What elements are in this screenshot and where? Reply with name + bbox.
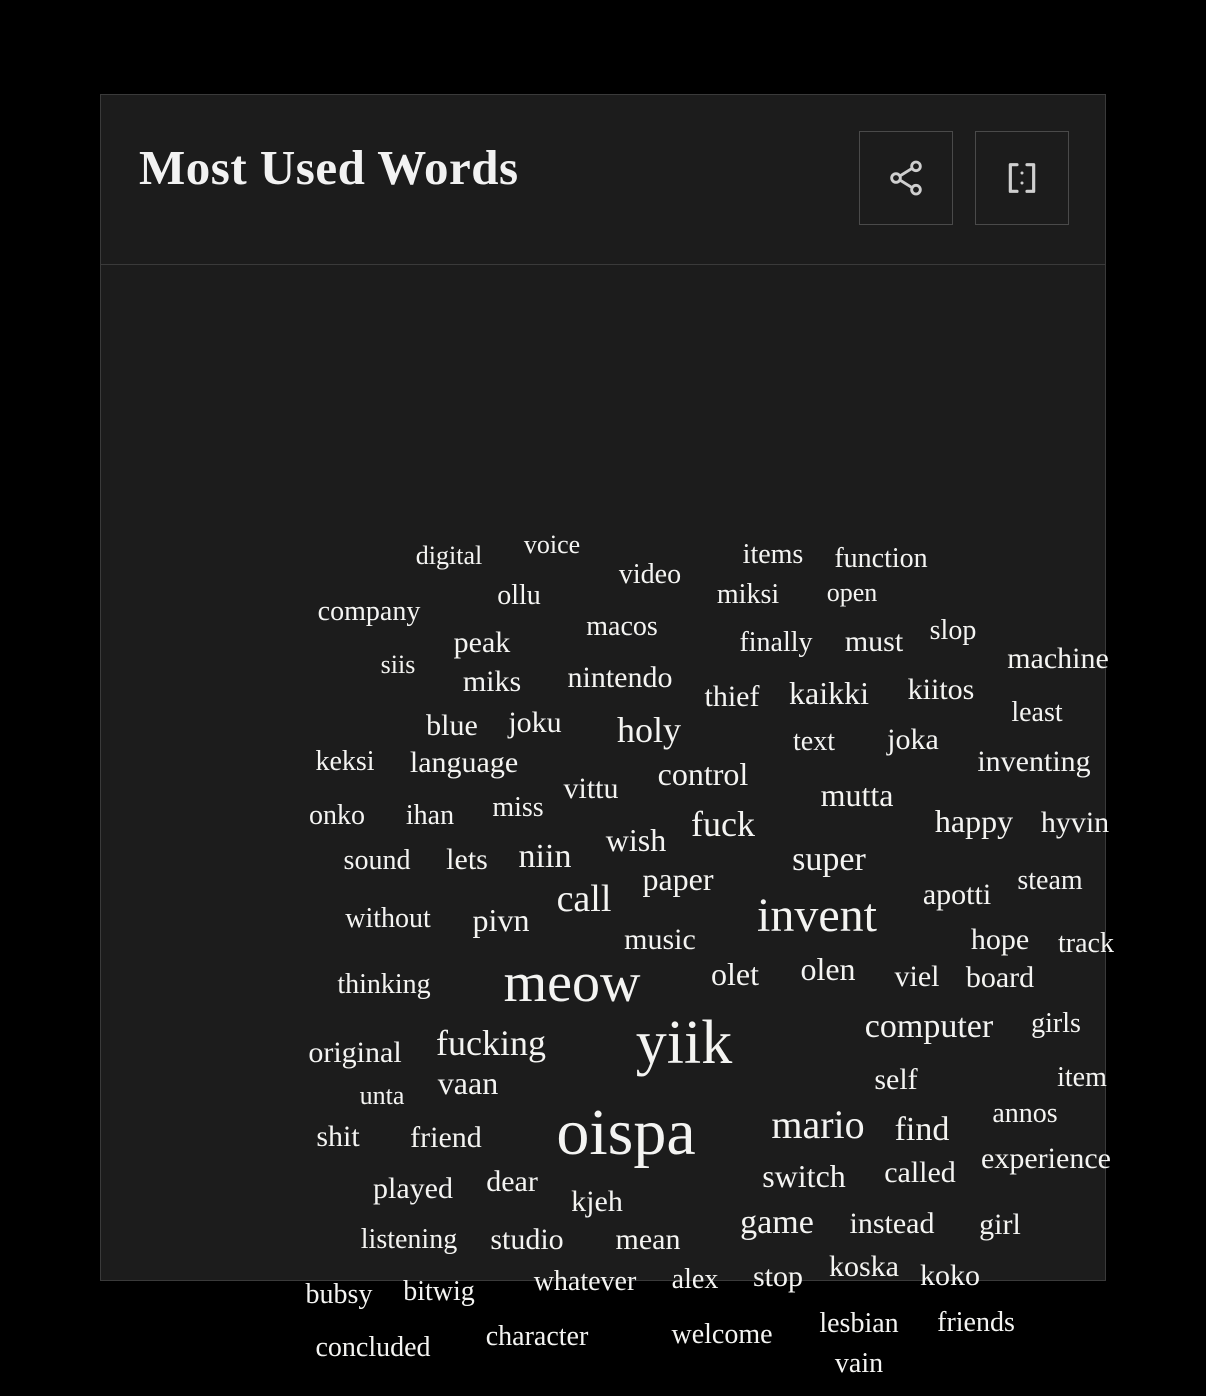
word-cloud-term[interactable]: music bbox=[624, 923, 696, 956]
word-cloud-term[interactable]: unta bbox=[359, 1081, 405, 1110]
word-cloud-term[interactable]: original bbox=[308, 1036, 402, 1069]
word-cloud-term[interactable]: game bbox=[740, 1204, 814, 1241]
word-cloud-term[interactable]: items bbox=[742, 539, 804, 570]
word-cloud-term[interactable]: miss bbox=[492, 792, 544, 823]
word-cloud-term[interactable]: friend bbox=[410, 1121, 482, 1154]
word-cloud-term[interactable]: item bbox=[1057, 1062, 1107, 1093]
most-used-words-card bbox=[100, 94, 1114, 1379]
word-cloud-term[interactable]: function bbox=[834, 543, 928, 574]
word-cloud-term[interactable]: lets bbox=[446, 843, 488, 876]
word-cloud-term[interactable]: studio bbox=[490, 1223, 564, 1256]
word-cloud-term[interactable]: fuck bbox=[691, 804, 755, 844]
word-cloud-term[interactable]: alex bbox=[671, 1264, 719, 1295]
share-icon bbox=[886, 158, 926, 198]
word-cloud-term[interactable]: super bbox=[792, 841, 866, 878]
word-cloud-term[interactable]: kaikki bbox=[789, 675, 869, 711]
word-cloud-term[interactable]: computer bbox=[864, 1008, 994, 1045]
word-cloud-term[interactable]: viel bbox=[894, 960, 940, 993]
word-cloud-term[interactable]: voice bbox=[523, 530, 581, 559]
word-cloud-term[interactable]: played bbox=[373, 1172, 453, 1205]
word-cloud-term[interactable]: self bbox=[874, 1063, 918, 1096]
word-cloud-term[interactable]: whatever bbox=[533, 1266, 637, 1297]
word-cloud-term[interactable]: bitwig bbox=[403, 1276, 475, 1307]
word-cloud-term[interactable]: vain bbox=[834, 1348, 884, 1379]
word-cloud-term[interactable]: listening bbox=[360, 1224, 458, 1255]
page-title: Most Used Words bbox=[139, 140, 519, 195]
word-cloud-term[interactable]: character bbox=[485, 1321, 589, 1352]
word-cloud-term[interactable]: must bbox=[844, 625, 904, 658]
word-cloud-term[interactable]: finally bbox=[739, 627, 813, 658]
word-cloud-term[interactable]: olen bbox=[800, 951, 856, 987]
word-cloud-term[interactable]: joka bbox=[887, 723, 939, 756]
word-cloud-term[interactable]: stop bbox=[752, 1260, 804, 1293]
word-cloud-term[interactable]: nintendo bbox=[567, 661, 673, 694]
word-cloud-term[interactable]: invent bbox=[757, 889, 877, 942]
word-cloud-term[interactable]: joku bbox=[508, 706, 562, 739]
word-cloud-term[interactable]: machine bbox=[1007, 642, 1109, 675]
word-cloud-term[interactable]: control bbox=[657, 756, 749, 792]
word-cloud-term[interactable]: sound bbox=[343, 845, 411, 876]
word-cloud-term[interactable]: concluded bbox=[315, 1332, 431, 1363]
word-cloud-term[interactable]: called bbox=[884, 1156, 956, 1189]
word-cloud-term[interactable]: girl bbox=[979, 1208, 1021, 1241]
word-cloud-term[interactable]: friends bbox=[937, 1307, 1015, 1338]
word-cloud-term[interactable]: slop bbox=[929, 615, 977, 646]
word-cloud-term[interactable]: oispa bbox=[556, 1096, 696, 1169]
word-cloud-term[interactable]: steam bbox=[1017, 865, 1083, 896]
expand-button[interactable] bbox=[975, 131, 1069, 225]
word-cloud bbox=[101, 265, 1114, 1379]
word-cloud-term[interactable]: instead bbox=[849, 1207, 935, 1240]
word-cloud-term[interactable]: ihan bbox=[405, 800, 455, 831]
word-cloud-term[interactable]: least bbox=[1011, 697, 1063, 728]
word-cloud-term[interactable]: company bbox=[317, 596, 421, 627]
word-cloud-term[interactable]: siis bbox=[380, 650, 416, 679]
word-cloud-term[interactable]: experience bbox=[981, 1142, 1111, 1175]
word-cloud-term[interactable]: shit bbox=[316, 1120, 360, 1153]
word-cloud-term[interactable]: vittu bbox=[563, 772, 619, 805]
word-cloud-term[interactable]: onko bbox=[309, 800, 365, 831]
word-cloud-term[interactable]: language bbox=[409, 746, 519, 779]
word-cloud-term[interactable]: niin bbox=[518, 838, 572, 875]
word-cloud-term[interactable]: lesbian bbox=[819, 1308, 899, 1339]
word-cloud-term[interactable]: paper bbox=[642, 861, 714, 897]
word-cloud-term[interactable]: meow bbox=[503, 952, 641, 1014]
brackets-icon bbox=[1002, 158, 1042, 198]
word-cloud-term[interactable]: find bbox=[894, 1111, 950, 1148]
word-cloud-term[interactable]: switch bbox=[762, 1158, 846, 1194]
word-cloud-term[interactable]: kjeh bbox=[571, 1185, 623, 1218]
word-cloud-term[interactable]: mario bbox=[771, 1102, 865, 1147]
word-cloud-term[interactable]: digital bbox=[415, 541, 483, 570]
word-cloud-term[interactable]: inventing bbox=[977, 745, 1091, 778]
word-cloud-term[interactable]: kiitos bbox=[907, 673, 975, 706]
share-button[interactable] bbox=[859, 131, 953, 225]
word-cloud-term[interactable]: welcome bbox=[671, 1319, 773, 1350]
word-cloud-term[interactable]: call bbox=[556, 878, 612, 920]
word-cloud-term[interactable]: miksi bbox=[716, 579, 780, 610]
word-cloud-term[interactable]: annos bbox=[992, 1098, 1058, 1129]
word-cloud-term[interactable]: olet bbox=[711, 956, 759, 992]
word-cloud-term[interactable]: track bbox=[1058, 928, 1114, 959]
word-cloud-term[interactable]: peak bbox=[453, 626, 511, 659]
word-cloud-term[interactable]: blue bbox=[426, 709, 478, 742]
word-cloud-term[interactable]: mutta bbox=[820, 777, 894, 813]
word-cloud-term[interactable]: without bbox=[345, 903, 431, 934]
card-header bbox=[101, 95, 1105, 265]
header-actions bbox=[859, 131, 1069, 225]
word-cloud-term[interactable]: board bbox=[965, 961, 1035, 994]
word-cloud-term[interactable]: open bbox=[826, 578, 878, 607]
word-cloud-term[interactable]: thinking bbox=[337, 969, 431, 1000]
word-cloud-term[interactable]: pivn bbox=[472, 902, 530, 938]
word-cloud-term[interactable]: ollu bbox=[497, 580, 541, 611]
word-cloud-term[interactable]: miks bbox=[462, 665, 522, 698]
word-cloud-term[interactable]: hyvin bbox=[1040, 806, 1110, 839]
word-cloud-term[interactable]: holy bbox=[616, 710, 682, 750]
word-cloud-term[interactable]: thief bbox=[704, 680, 760, 713]
word-cloud-term[interactable]: wish bbox=[605, 822, 667, 858]
word-cloud-term[interactable]: macos bbox=[586, 611, 658, 642]
word-cloud-term[interactable]: koko bbox=[920, 1259, 980, 1292]
word-cloud-term[interactable]: dear bbox=[486, 1165, 538, 1198]
word-cloud-term[interactable]: fucking bbox=[436, 1023, 546, 1063]
word-cloud-term[interactable]: apotti bbox=[922, 878, 992, 911]
word-cloud-term[interactable]: bubsy bbox=[305, 1279, 373, 1310]
word-cloud-term[interactable]: video bbox=[618, 559, 682, 590]
word-cloud-term[interactable]: hope bbox=[970, 923, 1030, 956]
word-cloud-term[interactable]: vaan bbox=[437, 1065, 499, 1101]
word-cloud-term[interactable]: koska bbox=[829, 1250, 899, 1283]
word-cloud-term[interactable]: yiik bbox=[635, 1009, 733, 1077]
word-cloud-term[interactable]: text bbox=[793, 726, 835, 757]
word-cloud-term[interactable]: keksi bbox=[315, 746, 375, 777]
word-cloud-term[interactable]: mean bbox=[615, 1223, 681, 1256]
word-cloud-term[interactable]: girls bbox=[1031, 1008, 1081, 1039]
word-cloud-term[interactable]: happy bbox=[934, 803, 1014, 839]
